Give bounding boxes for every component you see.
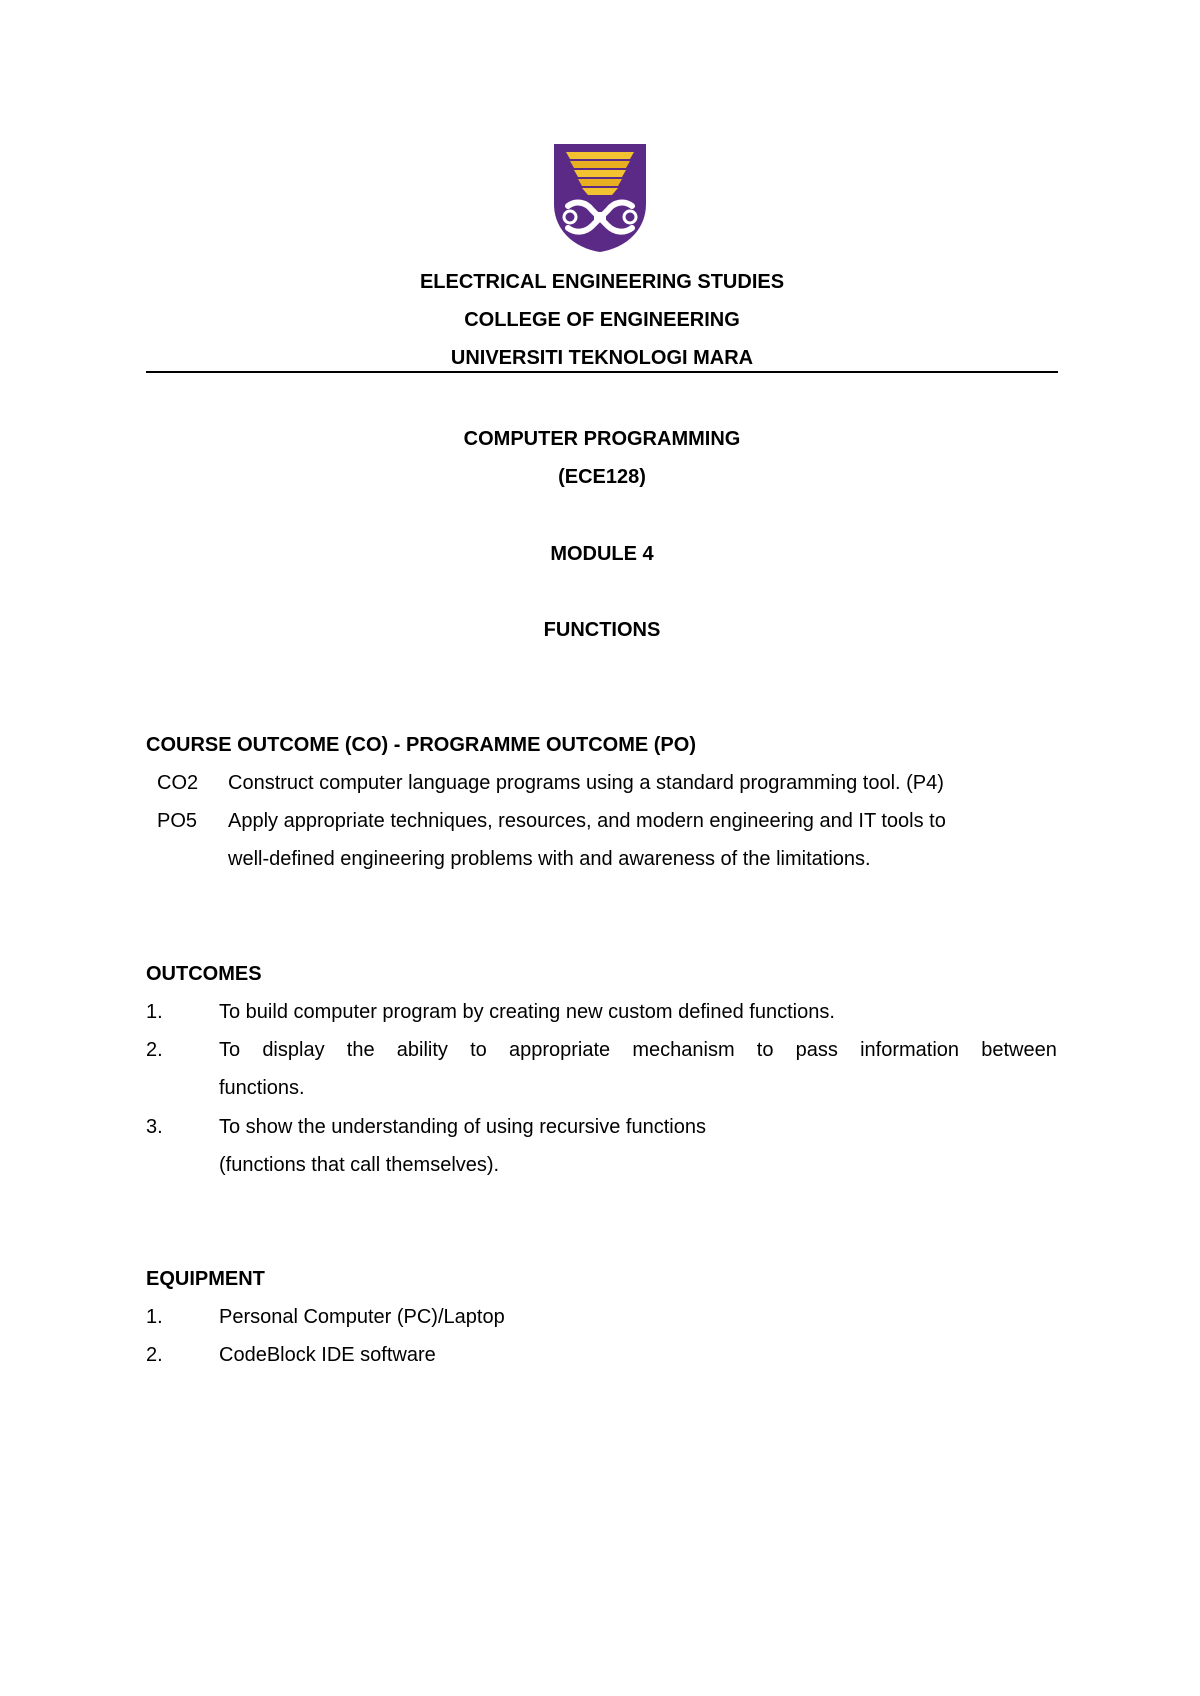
- uitm-crest-logo-icon: [552, 142, 648, 254]
- outcome-word: To: [219, 1039, 241, 1061]
- outcome-number: 2.: [146, 1039, 163, 1061]
- outcome-text-line-2: functions.: [219, 1077, 305, 1099]
- outcome-word: the: [346, 1039, 375, 1061]
- po-code: PO5: [157, 810, 198, 832]
- course-title: COMPUTER PROGRAMMING: [463, 428, 741, 450]
- equipment-number: 1.: [146, 1306, 163, 1328]
- outcome-number: 1.: [146, 1001, 163, 1023]
- outcome-word: display: [262, 1039, 325, 1061]
- college-name: COLLEGE OF ENGINEERING: [464, 309, 740, 331]
- equipment-number: 2.: [146, 1344, 163, 1366]
- header-divider: [146, 371, 1058, 373]
- outcome-word: pass: [795, 1039, 838, 1061]
- outcome-number: 3.: [146, 1116, 163, 1138]
- co-po-heading: COURSE OUTCOME (CO) - PROGRAMME OUTCOME (PO): [146, 734, 696, 756]
- department-name: ELECTRICAL ENGINEERING STUDIES: [419, 271, 785, 293]
- po-description-line-1: Apply appropriate techniques, resources, and modern engineering and IT tools to: [228, 810, 946, 832]
- outcome-word: to: [756, 1039, 774, 1061]
- outcome-word: information: [860, 1039, 960, 1061]
- co-description: Construct computer language programs using a standard programming tool. (P4): [228, 772, 944, 794]
- module-number: MODULE 4: [550, 543, 654, 565]
- equipment-item: Personal Computer (PC)/Laptop: [219, 1306, 505, 1328]
- outcome-text: To build computer program by creating new custom defined functions.: [219, 1001, 835, 1023]
- outcome-word: between: [981, 1039, 1057, 1061]
- equipment-heading: EQUIPMENT: [146, 1268, 265, 1290]
- outcome-text-line-1: [219, 1038, 1057, 1062]
- co-code: CO2: [157, 772, 199, 794]
- po-description-line-2: well-defined engineering problems with and awareness of the limitations.: [228, 848, 871, 870]
- outcome-word: to: [470, 1039, 487, 1061]
- outcome-text-line-1: To show the understanding of using recursive functions: [219, 1116, 706, 1138]
- outcome-word: mechanism: [632, 1039, 735, 1061]
- course-code: (ECE128): [558, 466, 646, 488]
- module-topic: FUNCTIONS: [543, 619, 661, 641]
- outcomes-heading: OUTCOMES: [146, 963, 262, 985]
- outcome-word: ability: [396, 1039, 448, 1061]
- university-name: UNIVERSITI TEKNOLOGI MARA: [450, 347, 754, 369]
- outcome-word: appropriate: [508, 1039, 611, 1061]
- equipment-item: CodeBlock IDE software: [219, 1344, 436, 1366]
- outcome-text-line-2: (functions that call themselves).: [219, 1154, 500, 1176]
